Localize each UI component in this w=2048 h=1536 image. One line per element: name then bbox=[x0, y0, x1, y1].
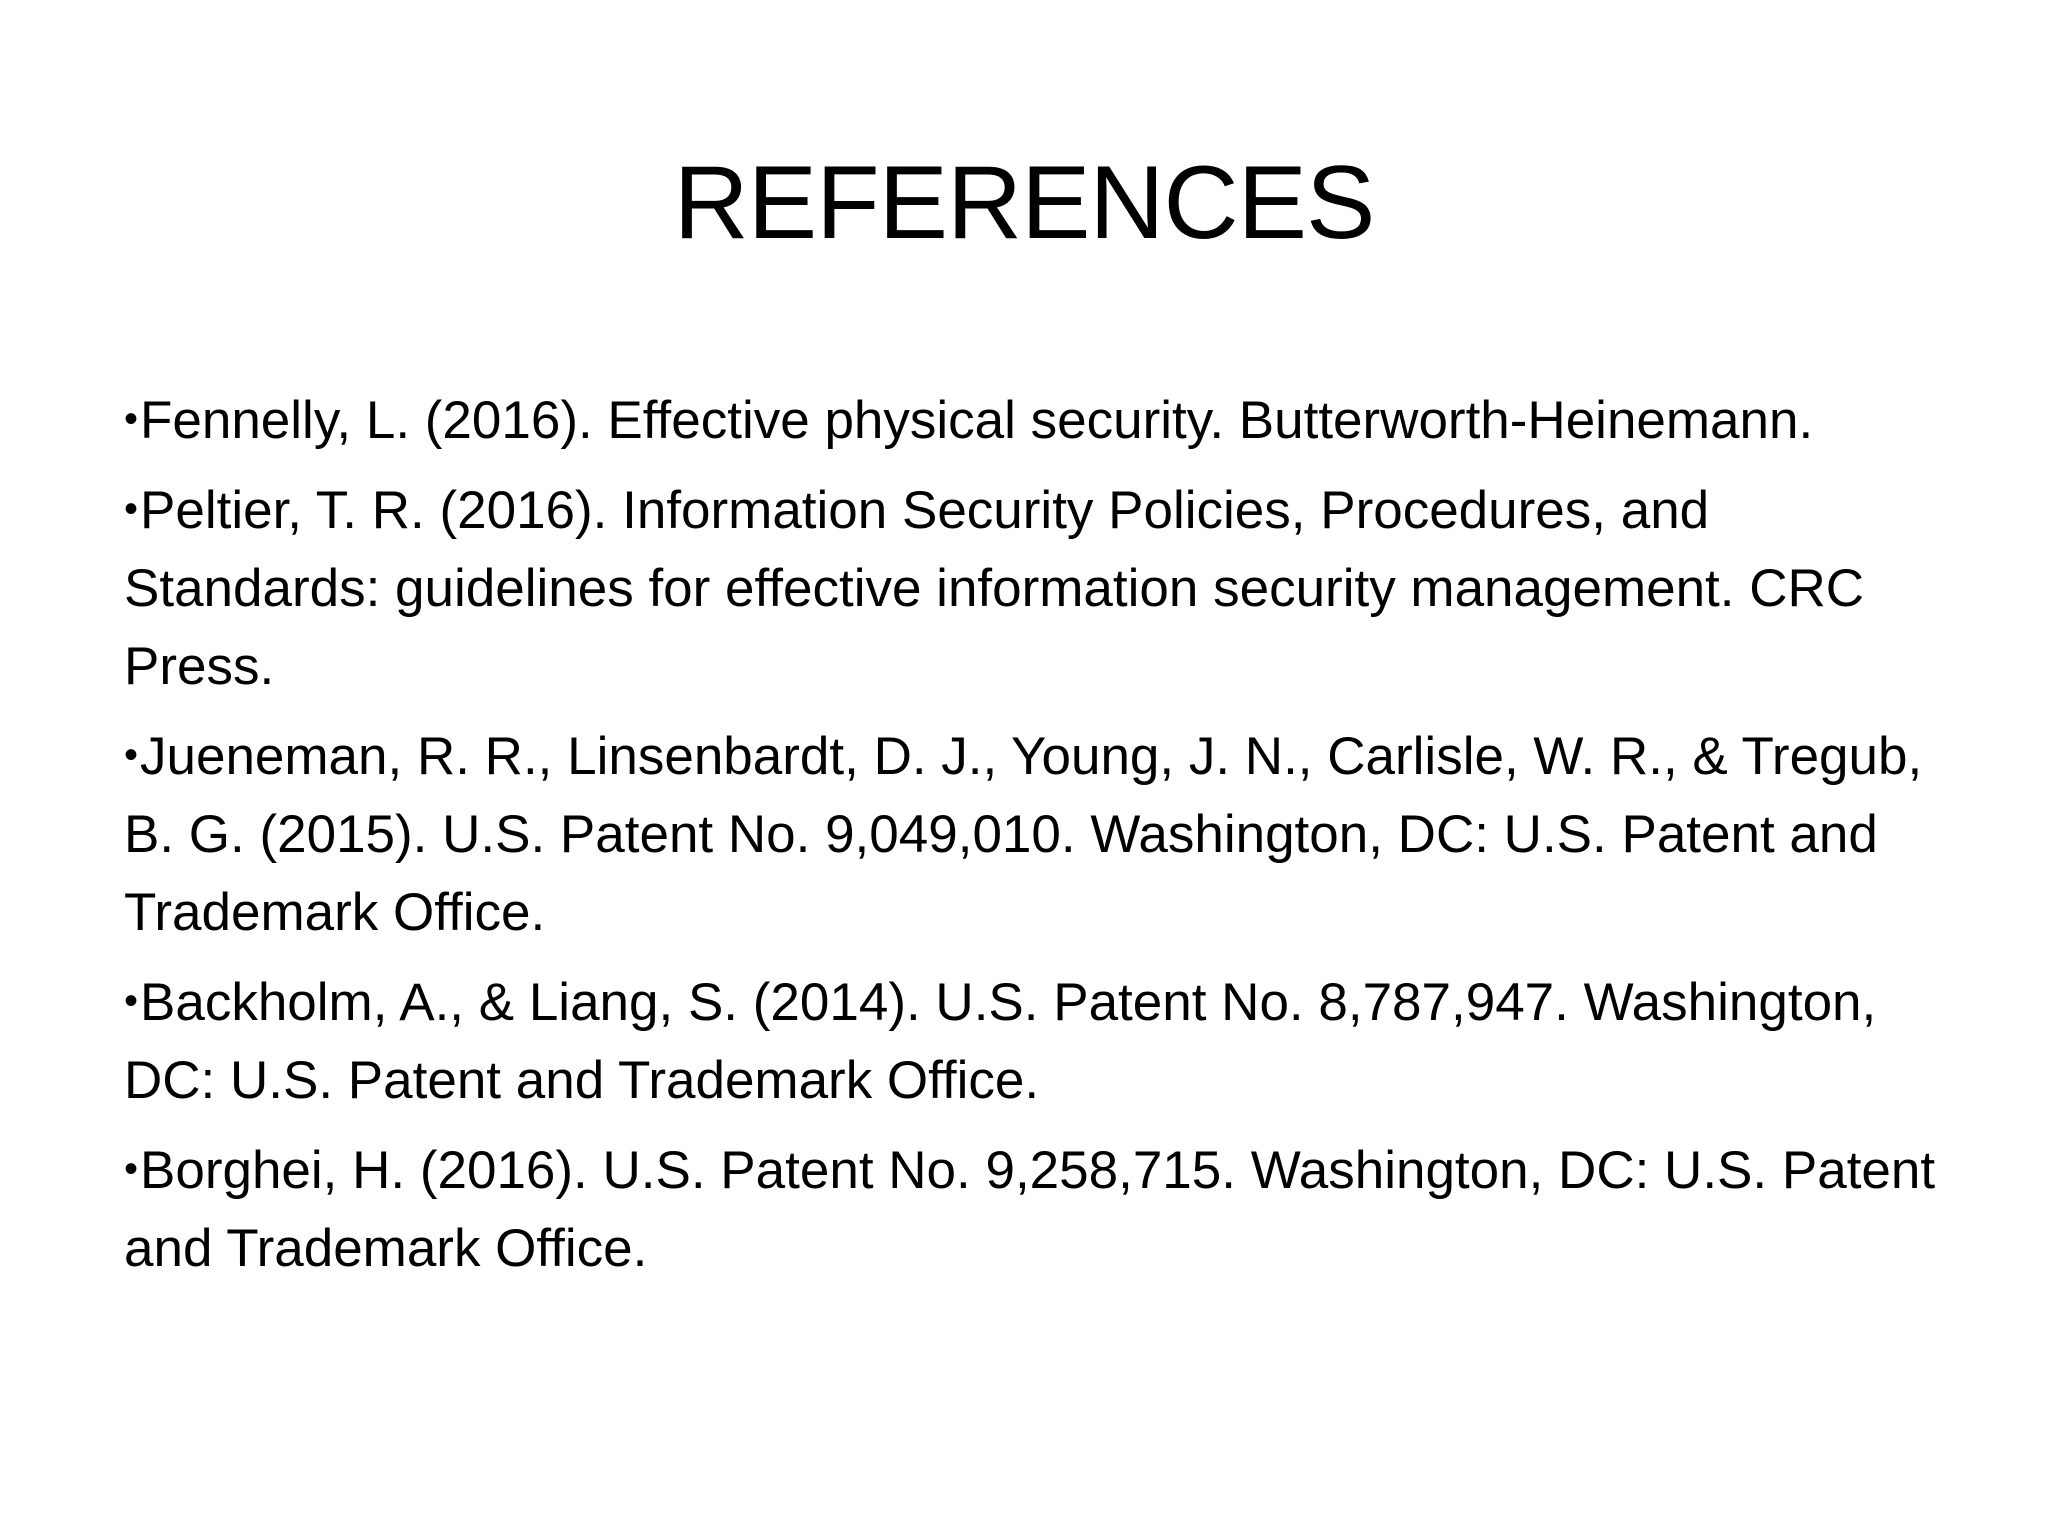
bullet-icon: • bbox=[124, 733, 139, 777]
reference-item bbox=[124, 716, 1954, 952]
reference-text: Jueneman, R. R., Linsenbardt, D. J., Young, J. N., Carlisle, W. R., & Tregub, B. G. (2015). U.S. Patent No. 9,049,010. Washington, DC: U.S. Patent and Trademark Office. bbox=[124, 727, 1923, 942]
slide-title: REFERENCES bbox=[673, 145, 1375, 261]
bullet-icon: • bbox=[124, 1147, 139, 1191]
reference-list bbox=[124, 380, 1954, 1298]
bullet-icon: • bbox=[124, 397, 139, 441]
reference-item bbox=[124, 1130, 1954, 1288]
reference-item bbox=[124, 470, 1954, 706]
reference-text: Peltier, T. R. (2016). Information Security Policies, Procedures, and Standards: guidelines for effective information security management. CRC Press. bbox=[124, 481, 1865, 696]
reference-item bbox=[124, 380, 1954, 460]
bullet-icon: • bbox=[124, 979, 139, 1023]
bullet-icon: • bbox=[124, 487, 139, 531]
reference-text: Fennelly, L. (2016). Effective physical security. Butterworth-Heinemann. bbox=[140, 391, 1814, 450]
reference-text: Borghei, H. (2016). U.S. Patent No. 9,258,715. Washington, DC: U.S. Patent and Trademark Office. bbox=[124, 1141, 1936, 1278]
reference-text: Backholm, A., & Liang, S. (2014). U.S. Patent No. 8,787,947. Washington, DC: U.S. Patent and Trademark Office. bbox=[124, 973, 1877, 1110]
reference-item bbox=[124, 962, 1954, 1120]
